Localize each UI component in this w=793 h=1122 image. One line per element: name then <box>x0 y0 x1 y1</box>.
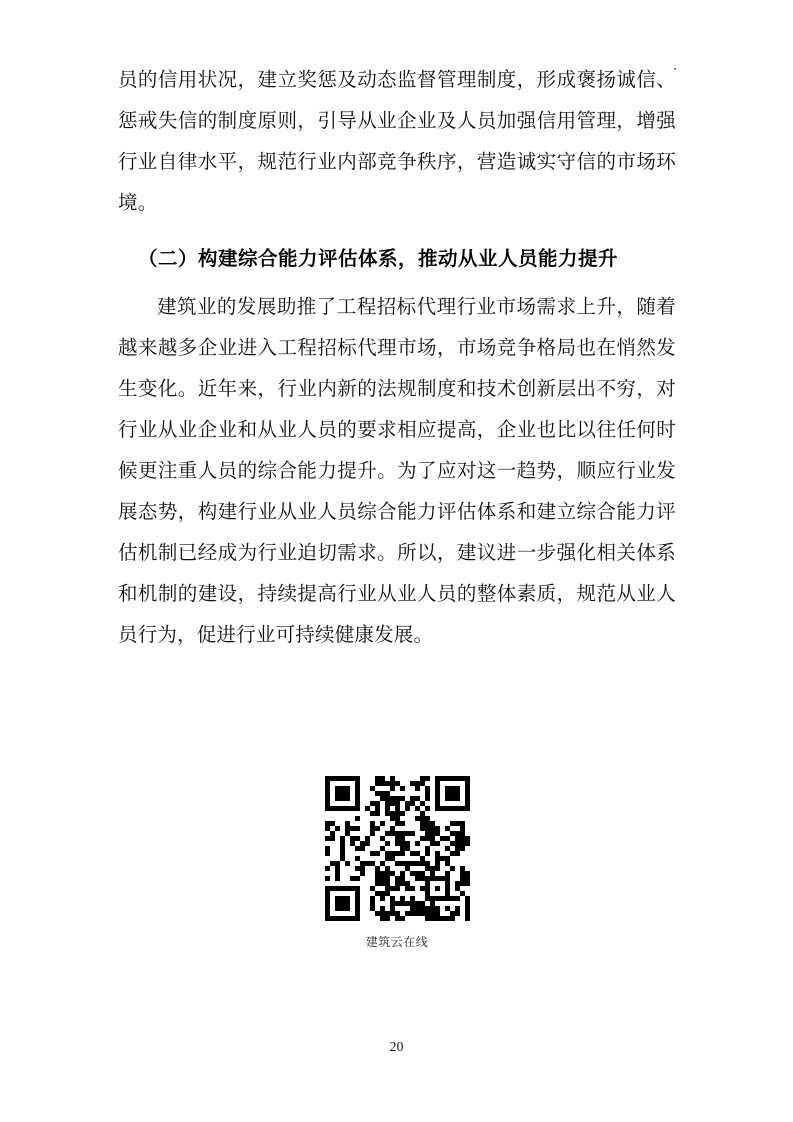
paragraph-continued: 员的信用状况，建立奖惩及动态监督管理制度，形成褒扬诚信、惩戒失信的制度原则，引导从业企业及人员加强信用管理，增强行业自律水平，规范行业内部竞争秩序，营造诚实守信的市场环境。 <box>118 70 676 214</box>
section-heading: （二）构建综合能力评估体系，推动从业人员能力提升 <box>138 247 619 270</box>
qr-code-block <box>118 776 676 950</box>
margin-dot-mark <box>674 68 676 70</box>
qr-code-image <box>325 776 470 921</box>
paragraph-body: 建筑业的发展助推了工程招标代理行业市场需求上升，随着越来越多企业进入工程招标代理市场，市场竞争格局也在悄然发生变化。近年来，行业内新的法规制度和技术创新层出不穷，对行业从业企业和从业人员的要求相应提高，企业也比以往任何时候更注重人员的综合能力提升。为了应对这一趋势，顺应行业发展态势，构建行业从业人员综合能力评估体系和建立综合能力评估机制已经成为行业迫切需求。所以，建议进一步强化相关体系和机制的建设，持续提高行业从业人员的整体素质，规范从业人员行为，促进行业可持续健康发展。 <box>118 297 676 646</box>
qr-code-caption: 建筑云在线 <box>365 935 429 949</box>
page-number: 20 <box>389 1040 404 1055</box>
page-content <box>118 60 676 949</box>
